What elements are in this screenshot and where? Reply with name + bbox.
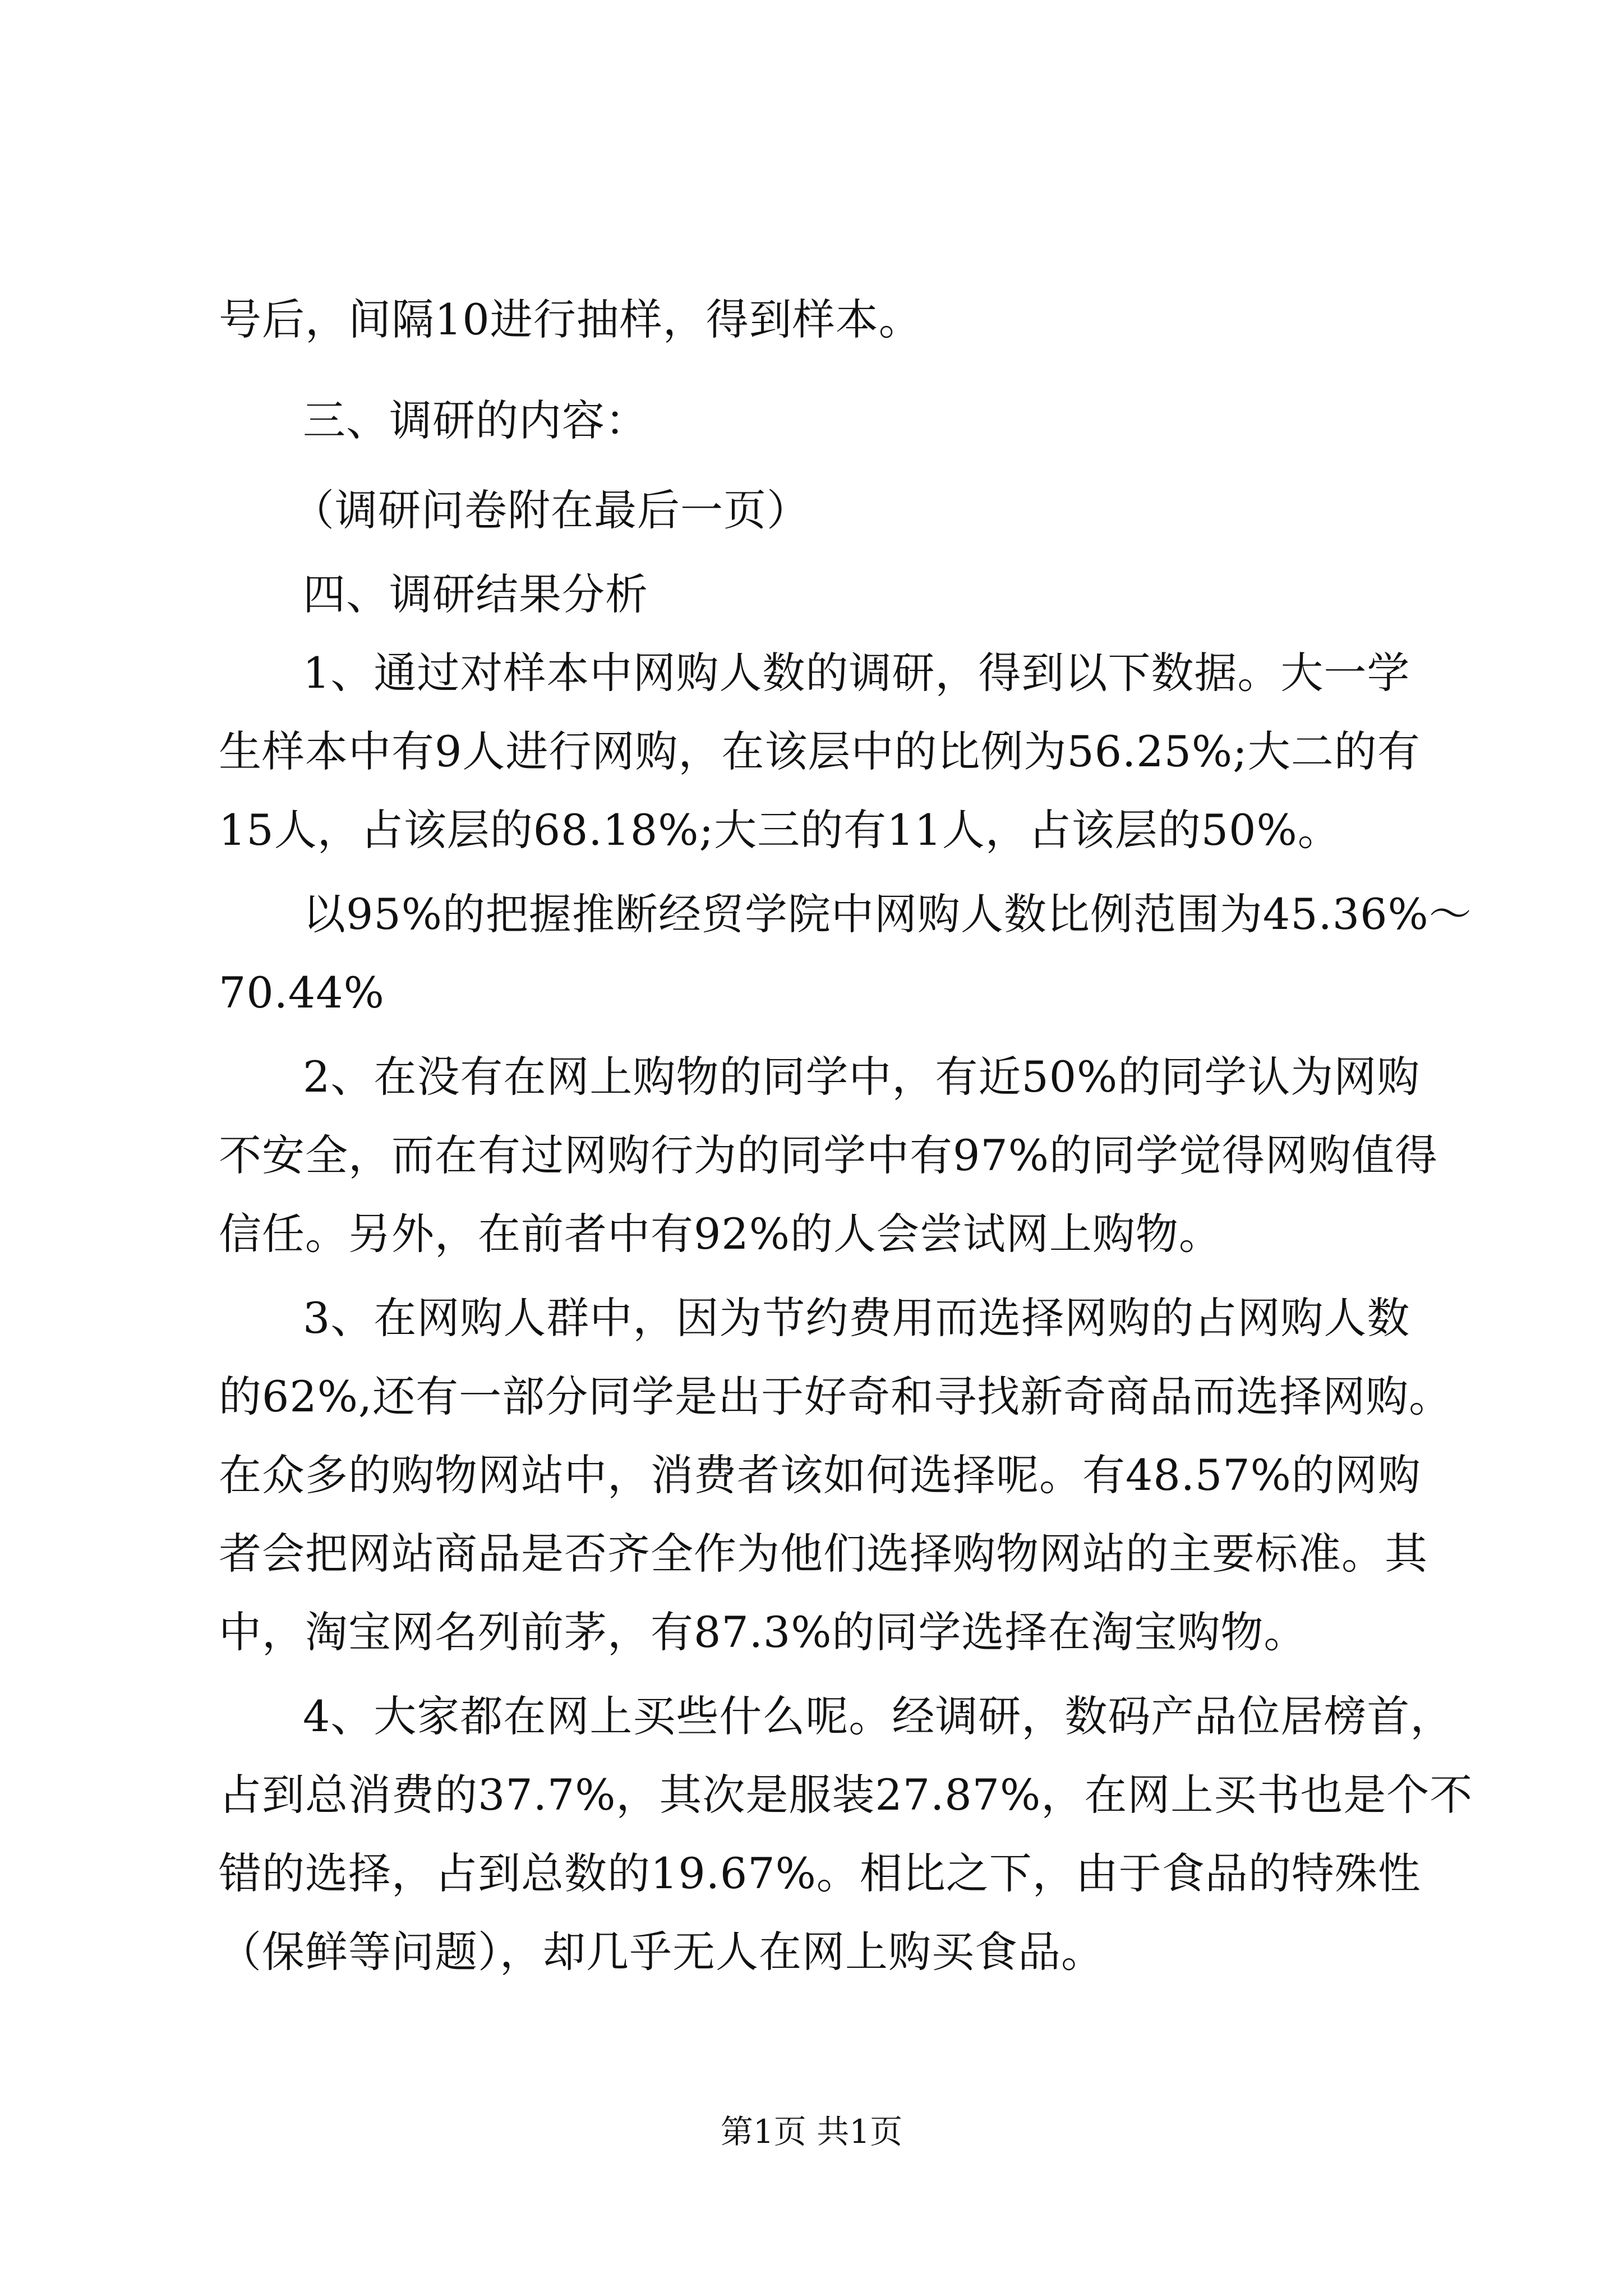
paragraph-4-line-5: 中，淘宝网名列前茅，有87.3%的同学选择在淘宝购物。 (219, 1607, 1307, 1657)
paragraph-4-line-2: 的62%,还有一部分同学是出于好奇和寻找新奇商品而选择网购。 (219, 1372, 1453, 1421)
paragraph-3-line-1: 2、在没有在网上购物的同学中，有近50%的同学认为网购 (303, 1052, 1421, 1102)
paragraph-2-line-2: 70.44% (219, 968, 385, 1018)
paragraph-5-line-2: 占到总消费的37.7%，其次是服装27.87%，在网上买书也是个不 (219, 1770, 1473, 1820)
paragraph-5-line-3: 错的选择，占到总数的19.67%。相比之下，由于食品的特殊性 (219, 1848, 1421, 1898)
paragraph-4-line-3: 在众多的购物网站中，消费者该如何选择呢。有48.57%的网购 (219, 1450, 1421, 1500)
paragraph-1-line-2: 生样本中有9人进行网购，在该层中的比例为56.25%;大二的有 (219, 726, 1421, 776)
paragraph-5-line-1: 4、大家都在网上买些什么呢。经调研，数码产品位居榜首， (303, 1691, 1454, 1741)
section-heading-analysis: 四、调研结果分析 (303, 569, 648, 619)
section-heading-content: 三、调研的内容： (303, 395, 648, 445)
paragraph-3-line-2: 不安全，而在有过网购行为的同学中有97%的同学觉得网购值得 (219, 1130, 1438, 1180)
paragraph-1-line-3: 15人，占该层的68.18%;大三的有11人，占该层的50%。 (219, 805, 1341, 855)
paragraph-2-line-1: 以95%的把握推断经贸学院中网购人数比例范围为45.36%～ (303, 889, 1472, 939)
paragraph-4-line-1: 3、在网购人群中，因为节约费用而选择网购的占网购人数 (303, 1293, 1410, 1343)
paragraph-3-line-3: 信任。另外，在前者中有92%的人会尝试网上购物。 (219, 1209, 1222, 1259)
page-footer: 第1页 共1页 (720, 2113, 903, 2151)
text-line-3: （调研问卷附在最后一页） (292, 485, 810, 535)
paragraph-4-line-4: 者会把网站商品是否齐全作为他们选择购物网站的主要标准。其 (219, 1529, 1428, 1579)
text-line-1: 号后，间隔10进行抽样，得到样本。 (219, 295, 922, 344)
paragraph-1-line-1: 1、通过对样本中网购人数的调研，得到以下数据。大一学 (303, 648, 1410, 698)
paragraph-5-line-4: （保鲜等问题），却几乎无人在网上购买食品。 (219, 1927, 1104, 1977)
